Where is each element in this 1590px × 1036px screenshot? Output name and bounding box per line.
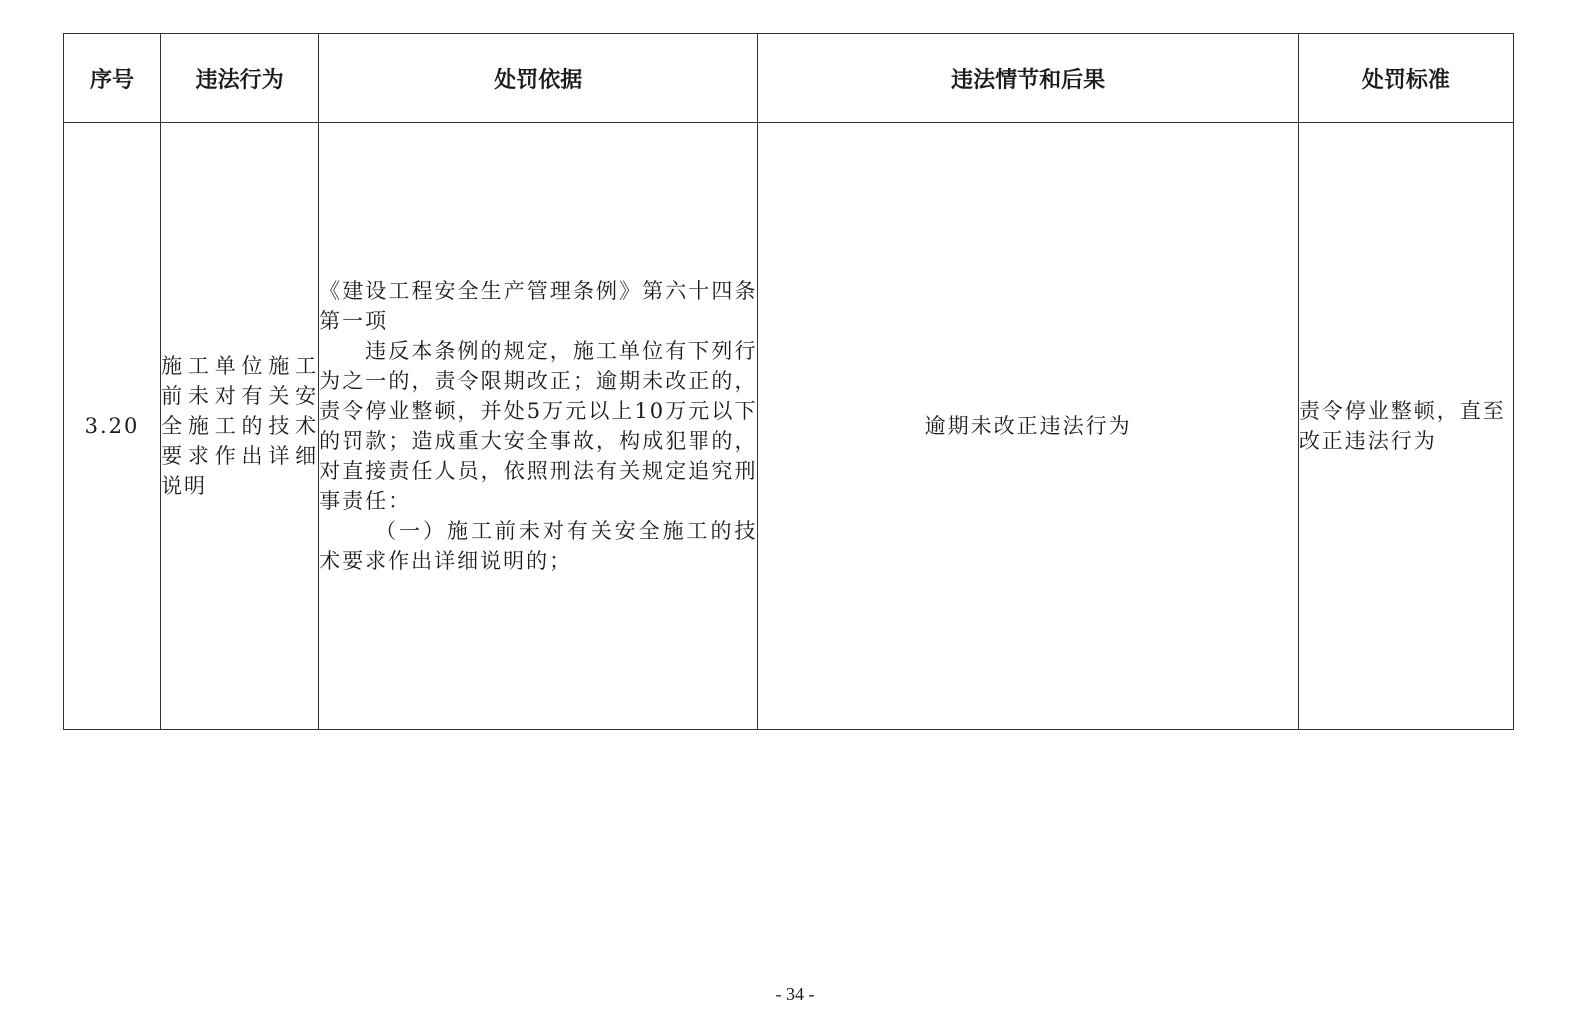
serial-number-cell: 3.20 [64,123,161,730]
basis-clause: 违反本条例的规定，施工单位有下列行为之一的，责令限期改正；逾期未改正的，责令停业整顿，并处5万元以上10万元以下的罚款；造成重大安全事故，构成犯罪的，对直接责任人员，依照刑法有关规定追究刑事责任： [319,339,758,513]
header-serial-number: 序号 [64,34,161,123]
page-number: - 34 - [775,984,815,1004]
violation-act-cell: 施工单位施工前未对有关安全施工的技术要求作出详细说明 [161,123,319,730]
table-header-row [64,34,1514,123]
circumstance-cell: 逾期未改正违法行为 [758,123,1298,730]
header-violation-act: 违法行为 [161,34,319,123]
basis-item: （一）施工前未对有关安全施工的技术要求作出详细说明的； [319,519,758,573]
penalty-basis-cell [319,123,758,730]
basis-source: 《建设工程安全生产管理条例》第六十四条第一项 [319,279,758,333]
penalty-standard-table [63,33,1514,730]
header-circumstance: 违法情节和后果 [758,34,1298,123]
table-row [64,123,1514,730]
penalty-standard-cell: 责令停业整顿，直至改正违法行为 [1298,123,1513,730]
header-penalty-basis: 处罚依据 [319,34,758,123]
header-penalty-standard: 处罚标准 [1298,34,1513,123]
